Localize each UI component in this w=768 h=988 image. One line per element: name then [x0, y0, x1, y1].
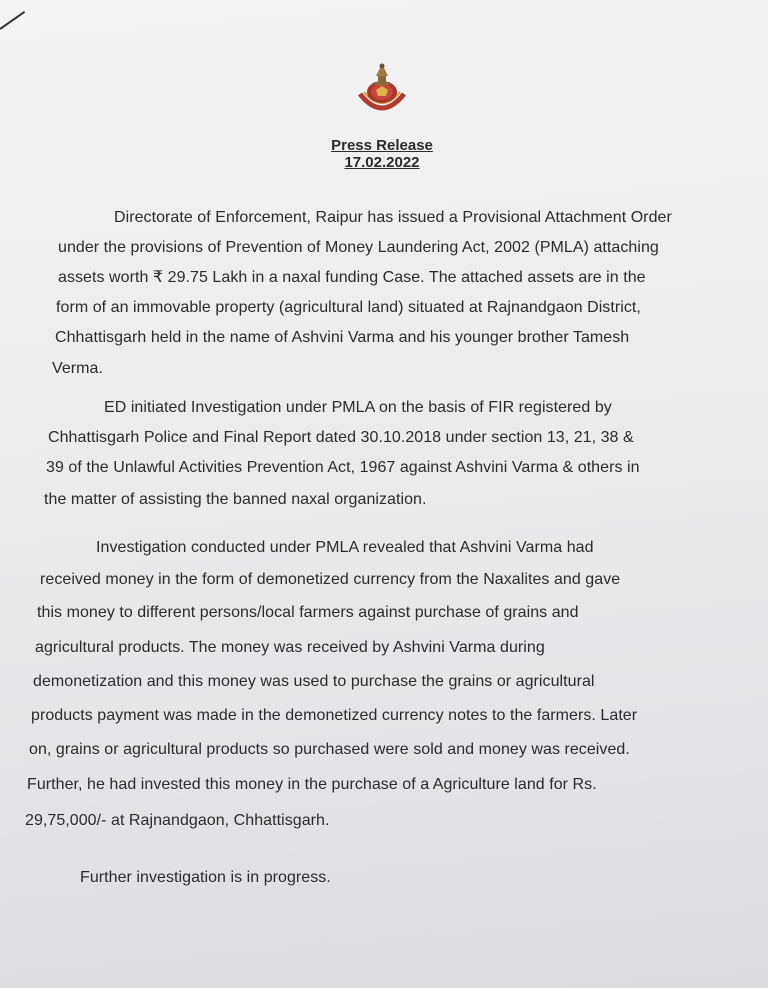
p4-line-1: Further investigation is in progress. [80, 869, 331, 886]
p1-line-5: Chhattisgarh held in the name of Ashvini Varma and his younger brother Tamesh [55, 329, 630, 346]
p3-line-4: agricultural products. The money was received by Ashvini Varma during [35, 639, 545, 656]
p2-line-1: ED initiated Investigation under PMLA on the basis of FIR registered by [104, 399, 612, 416]
p3-line-9: 29,75,000/- at Rajnandgaon, Chhattisgarh. [25, 812, 330, 829]
page-title: Press Release [331, 137, 433, 154]
p1-line-6: Verma. [52, 360, 103, 377]
p1-line-1: Directorate of Enforcement, Raipur has issued a Provisional Attachment Order [114, 209, 672, 226]
p1-line-4: form of an immovable property (agricultural land) situated at Rajnandgaon District, [56, 299, 641, 316]
p3-line-2: received money in the form of demonetized currency from the Naxalites and gave [40, 571, 621, 588]
p3-line-6: products payment was made in the demonetized currency notes to the farmers. Later [31, 707, 638, 724]
pen-mark [0, 11, 25, 30]
enforcement-emblem-icon [350, 56, 414, 120]
p3-line-8: Further, he had invested this money in the purchase of a Agriculture land for Rs. [27, 776, 597, 793]
p2-line-3: 39 of the Unlawful Activities Prevention Act, 1967 against Ashvini Varma & others in [46, 459, 640, 476]
p3-line-7: on, grains or agricultural products so purchased were sold and money was received. [29, 741, 630, 758]
p3-line-3: this money to different persons/local farmers against purchase of grains and [37, 604, 579, 621]
p1-line-3: assets worth ₹ 29.75 Lakh in a naxal funding Case. The attached assets are in the [58, 269, 646, 286]
p2-line-4: the matter of assisting the banned naxal organization. [44, 491, 427, 508]
header [280, 137, 484, 171]
p1-line-2: under the provisions of Prevention of Money Laundering Act, 2002 (PMLA) attaching [58, 239, 659, 256]
p3-line-1: Investigation conducted under PMLA revealed that Ashvini Varma had [96, 539, 594, 556]
p2-line-2: Chhattisgarh Police and Final Report dated 30.10.2018 under section 13, 21, 38 & [48, 429, 634, 446]
release-date: 17.02.2022 [344, 154, 420, 171]
p3-line-5: demonetization and this money was used to purchase the grains or agricultural [33, 673, 595, 690]
